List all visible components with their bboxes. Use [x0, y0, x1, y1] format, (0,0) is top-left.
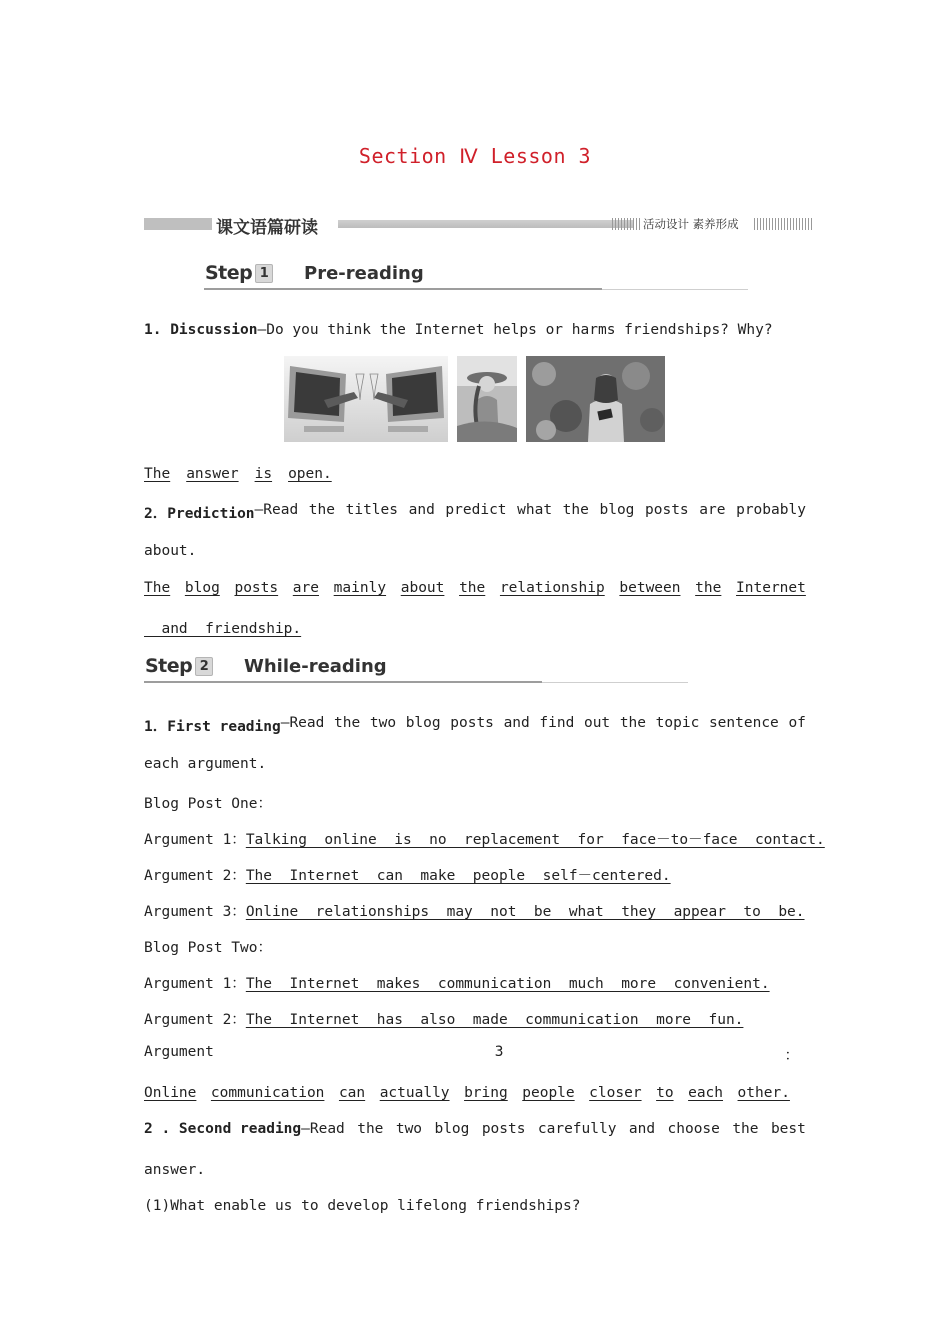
page-title: Section Ⅳ Lesson 3 [358, 144, 592, 168]
bp1-argument3 [144, 900, 805, 921]
pre-q2-w8: blog [599, 502, 635, 518]
pre-q1 [144, 322, 773, 338]
step1-rule-dark [204, 288, 602, 290]
step2-name: While-reading [244, 656, 387, 677]
bp2-arg3-colon: ： [784, 1048, 799, 1064]
pre-a1-w4: open. [288, 466, 332, 482]
while-q2-sub1: (1)What enable us to develop lifelong friendships? [144, 1198, 581, 1214]
pre-a2-w8: relationship [499, 580, 605, 596]
bp1-argument1 [144, 828, 825, 849]
pre-a1-w1: The [144, 466, 171, 482]
while-q2-w2: the [357, 1121, 384, 1137]
while-q1-w7: find [539, 715, 575, 731]
step1-number-badge: 1 [255, 264, 273, 283]
while-q2-w3: two [395, 1121, 423, 1137]
while-q1-w12: of [788, 715, 806, 731]
bp1-arg1-label: Argument 1： [144, 832, 246, 848]
while-q1-w6: and [503, 715, 530, 731]
banner-label-left: 课文语篇研读 [216, 218, 318, 238]
bp2-arg3-number: 3 [494, 1044, 504, 1060]
pre-q2-label: 2．Prediction [144, 506, 255, 522]
bp1-arg2-answer: The Internet can make people self－centered. [245, 868, 671, 884]
banner-stripes-left [612, 218, 640, 230]
while-q2-line2: answer. [144, 1162, 206, 1178]
step1-name: Pre-reading [304, 263, 424, 284]
pre-q2-w7: the [562, 502, 589, 518]
bp2-argument3-label [144, 1044, 799, 1065]
image-girl-with-phone [526, 356, 665, 442]
bp2-argument2 [144, 1008, 743, 1029]
while-q1-w8: out [583, 715, 611, 731]
pre-a2-w3: posts [234, 580, 279, 596]
pre-q1-label: 1. Discussion [144, 322, 258, 338]
while-q1-w10: topic [655, 715, 700, 731]
bp2-arg3-w9: each [688, 1085, 724, 1101]
while-q2-w10: best [770, 1121, 806, 1137]
while-q2-w6: carefully [537, 1121, 617, 1137]
bp1-arg2-label: Argument 2： [144, 868, 246, 884]
while-q2-w7: and [628, 1121, 656, 1137]
pre-a2-line2: and friendship. [144, 621, 302, 637]
banner-label-right: 活动设计 素养形成 [643, 217, 739, 231]
bp2-arg3-w7: closer [589, 1085, 642, 1101]
bp2-arg3-w10: other. [737, 1085, 790, 1101]
step2-rule-light [542, 682, 688, 683]
while-q2-label: 2 . Second reading [144, 1121, 302, 1137]
pre-a2-w6: about [400, 580, 445, 596]
while-q2-w5: posts [481, 1121, 526, 1137]
bp2-arg2-label: Argument 2： [144, 1012, 246, 1028]
bp2-arg2-answer: The Internet has also made communication more fun. [245, 1012, 744, 1028]
pre-q2-w11: probably [736, 502, 806, 518]
pre-a2-w1: The [144, 580, 171, 596]
bp1-arg3-label: Argument 3： [144, 904, 246, 920]
bp2-arg3-w5: bring [464, 1085, 508, 1101]
bp2-arg3-w3: can [338, 1085, 366, 1101]
pre-q2-w5: predict [445, 502, 507, 518]
pre-a1-w3: is [254, 466, 273, 482]
while-q2-w1: —Read [301, 1121, 345, 1137]
bp2-arg3-w2: communication [210, 1085, 325, 1101]
pre-a2-w4: are [292, 580, 319, 596]
bp2-arg3-word: Argument [144, 1044, 214, 1060]
banner-bar-middle [338, 220, 634, 228]
pre-q2-w9: posts [645, 502, 689, 518]
bp2-arg1-answer: The Internet makes communication much more convenient. [245, 976, 770, 992]
step2-rule-dark [144, 681, 542, 683]
pre-a2-w11: Internet [736, 580, 806, 596]
bp1-argument2 [144, 864, 671, 885]
step2-word: Step [145, 655, 193, 677]
pre-a1 [144, 466, 332, 482]
pre-a2-w9: between [619, 580, 681, 596]
bp2-arg1-label: Argument 1： [144, 976, 246, 992]
pre-q2-w2: the [308, 502, 335, 518]
banner-bar-left [144, 218, 212, 230]
while-q2-w8: choose [667, 1121, 720, 1137]
step1-rule-light [602, 289, 748, 290]
pre-a2-w5: mainly [333, 580, 387, 596]
banner-stripes-right [754, 218, 814, 230]
while-q1-w4: blog [405, 715, 441, 731]
pre-a2-w7: the [459, 580, 486, 596]
bp2-argument1 [144, 972, 770, 993]
while-q1-w5: posts [450, 715, 494, 731]
while-q1-w2: the [334, 715, 361, 731]
while-q2-w9: the [732, 1121, 759, 1137]
pre-q2-w6: what [517, 502, 553, 518]
pre-a1-w2: answer [186, 466, 239, 482]
image-girl-with-hat [457, 356, 517, 442]
while-q1-w9: the [619, 715, 647, 731]
while-q1-line1 [144, 715, 806, 736]
step1-heading [205, 262, 655, 288]
pre-q1-text: —Do you think the Internet helps or harms friendships? Why? [257, 322, 773, 338]
while-q1-label: 1．First reading [144, 719, 281, 735]
step2-number-badge: 2 [195, 657, 213, 676]
pre-q2-w3: titles [345, 502, 398, 518]
bp1-arg1-answer: Talking online is no replacement for face－to－face contact. [245, 832, 825, 848]
step2-heading [145, 655, 595, 681]
pre-q2-w4: and [408, 502, 435, 518]
while-q1-w3: two [369, 715, 397, 731]
bp2-arg3-w4: actually [379, 1085, 450, 1101]
bp2-argument3-answer [144, 1085, 790, 1101]
bp2-arg3-w6: people [522, 1085, 575, 1101]
bp1-arg3-answer: Online relationships may not be what they appear to be. [245, 904, 805, 920]
bp2-arg3-w8: to [656, 1085, 674, 1101]
while-q1-w11: sentence [708, 715, 779, 731]
pre-a2-line1 [144, 580, 806, 596]
while-q2-w4: blog [434, 1121, 470, 1137]
while-q1-line2: each argument. [144, 756, 267, 772]
step1-word: Step [205, 262, 253, 284]
pre-q2-line2: about. [144, 543, 197, 559]
pre-q2-line1 [144, 502, 806, 523]
pre-a2-w10: the [695, 580, 722, 596]
pre-q2-w1: —Read [254, 502, 299, 518]
while-q1-w1: —Read [280, 715, 325, 731]
pre-q2-w10: are [699, 502, 726, 518]
image-monitors-toast [284, 356, 448, 442]
bp2-arg3-w1: Online [144, 1085, 197, 1101]
blog-post-one-label: Blog Post One： [144, 796, 272, 812]
section-banner [144, 212, 814, 236]
pre-a2-w2: blog [184, 580, 220, 596]
while-q2-line1 [144, 1121, 806, 1137]
blog-post-two-label: Blog Post Two： [144, 940, 272, 956]
